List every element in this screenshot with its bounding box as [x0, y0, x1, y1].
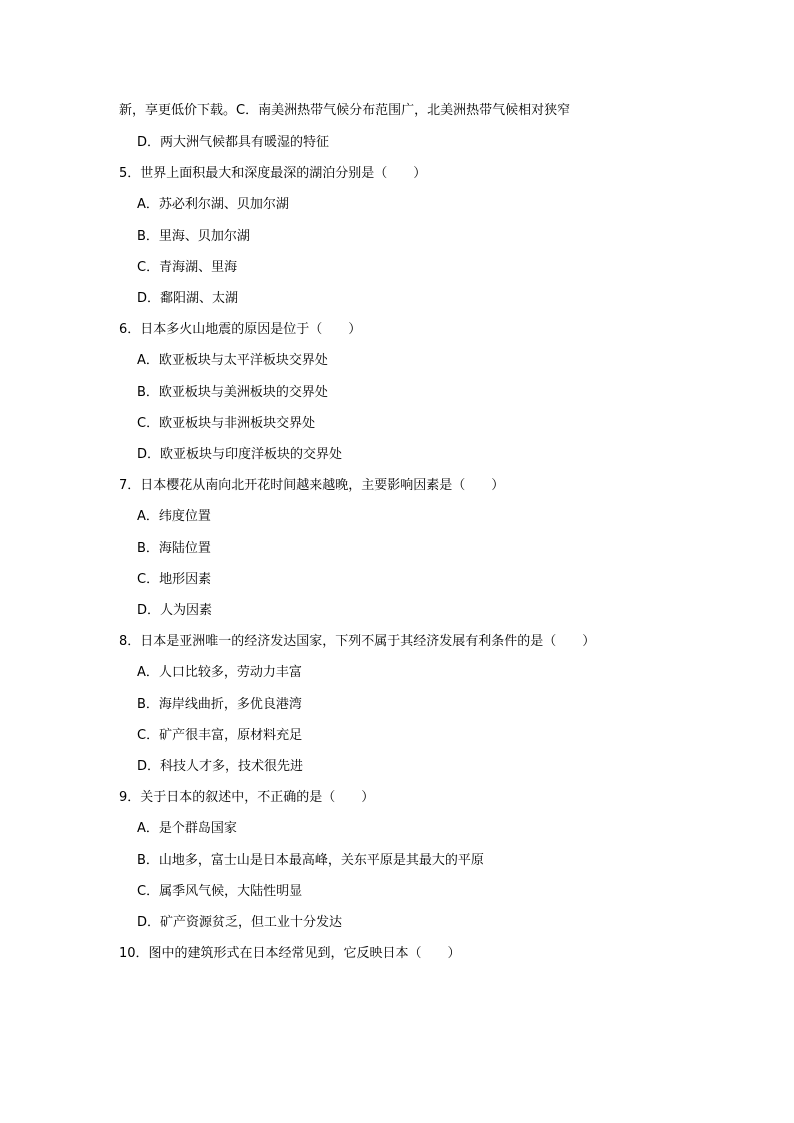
q9-option-d: D．矿产资源贫乏，但工业十分发达: [137, 915, 343, 930]
q4-option-d: D．两大洲气候都具有暖湿的特征: [137, 135, 330, 150]
q9-option-b: B．山地多，富士山是日本最高峰，关东平原是其最大的平原: [137, 853, 484, 868]
question-10: 10．图中的建筑形式在日本经常见到，它反映日本（ ）: [119, 946, 461, 961]
q5-option-d: D．鄱阳湖、太湖: [137, 291, 239, 306]
q8-option-c: C．矿产很丰富，原材料充足: [137, 728, 303, 743]
q6-option-c: C．欧亚板块与非洲板块交界处: [137, 416, 316, 431]
q5-option-b: B．里海、贝加尔湖: [137, 229, 250, 244]
q6-option-d: D．欧亚板块与印度洋板块的交界处: [137, 447, 343, 462]
q7-option-b: B．海陆位置: [137, 541, 211, 556]
q9-option-a: A．是个群岛国家: [137, 821, 237, 836]
q8-option-a: A．人口比较多，劳动力丰富: [137, 665, 302, 680]
q6-option-a: A．欧亚板块与太平洋板块交界处: [137, 353, 328, 368]
q5-option-a: A．苏必利尔湖、贝加尔湖: [137, 197, 289, 212]
question-7: 7．日本樱花从南向北开花时间越来越晚，主要影响因素是（ ）: [119, 478, 505, 493]
q7-option-a: A．纬度位置: [137, 509, 211, 524]
question-9: 9．关于日本的叙述中，不正确的是（ ）: [119, 790, 375, 805]
q7-option-c: C．地形因素: [137, 572, 212, 587]
q7-option-d: D．人为因素: [137, 603, 213, 618]
q9-option-c: C．属季风气候，大陆性明显: [137, 884, 303, 899]
continuation-line: 新，享更低价下载。C．南美洲热带气候分布范围广，北美洲热带气候相对狭窄: [119, 103, 571, 118]
q5-option-c: C．青海湖、里海: [137, 260, 238, 275]
q8-option-b: B．海岸线曲折，多优良港湾: [137, 697, 302, 712]
q6-option-b: B．欧亚板块与美洲板块的交界处: [137, 385, 328, 400]
q8-option-d: D．科技人才多，技术很先进: [137, 759, 304, 774]
question-8: 8．日本是亚洲唯一的经济发达国家，下列不属于其经济发展有利条件的是（ ）: [119, 634, 596, 649]
question-5: 5．世界上面积最大和深度最深的湖泊分别是（ ）: [119, 166, 427, 181]
question-6: 6．日本多火山地震的原因是位于（ ）: [119, 322, 362, 337]
